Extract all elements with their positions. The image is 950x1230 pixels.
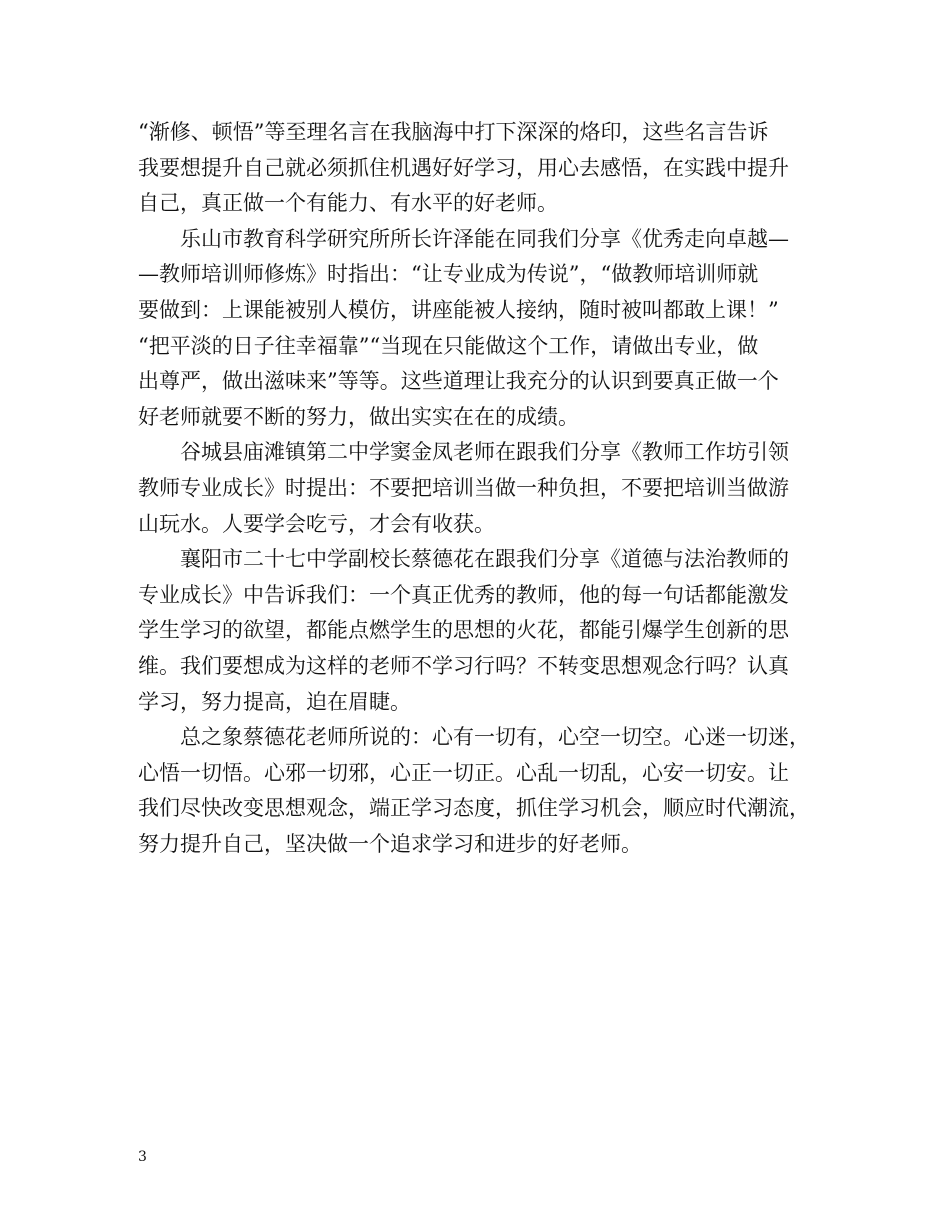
body-text <box>138 115 818 862</box>
text-line: 专业成长》中告诉我们：一个真正优秀的教师，他的每一句话都能激发 <box>138 582 789 607</box>
text-line: 我们尽快改变思想观念，端正学习态度，抓住学习机会，顺应时代潮流， <box>138 796 810 821</box>
page-number: 3 <box>138 1149 147 1165</box>
text-line: 好老师就要不断的努力，做出实实在在的成绩。 <box>138 404 579 429</box>
text-line: 我要想提升自己就必须抓住机遇好好学习，用心去感悟，在实践中提升 <box>138 155 789 180</box>
text-line: “渐修、顿悟”等至理名言在我脑海中打下深深的烙印，这些名言告诉 <box>138 120 769 144</box>
text-line: “把平淡的日子往幸福靠”“当现在只能做这个工作，请做出专业，做 <box>138 333 759 358</box>
text-line: 自己，真正做一个有能力、有水平的好老师。 <box>138 191 558 216</box>
text-line: —教师培训师修炼》时指出：“让专业成为传说”，“做教师培训师就 <box>138 262 759 287</box>
text-line: 努力提升自己，坚决做一个追求学习和进步的好老师。 <box>138 831 642 856</box>
text-line: 乐山市教育科学研究所所长许泽能在同我们分享《优秀走向卓越— <box>138 226 789 251</box>
text-line: 出尊严，做出滋味来”等等。这些道理让我充分的认识到要真正做一个 <box>138 369 779 394</box>
text-line: 学生学习的欲望，都能点燃学生的思想的火花，都能引爆学生创新的思 <box>138 618 789 643</box>
text-line: 要做到：上课能被别人模仿，讲座能被人接纳，随时被叫都敢上课！” <box>138 297 779 322</box>
text-line: 谷城县庙滩镇第二中学窦金凤老师在跟我们分享《教师工作坊引领 <box>138 440 789 465</box>
text-line: 襄阳市二十七中学副校长蔡德花在跟我们分享《道德与法治教师的 <box>138 547 789 572</box>
text-line: 维。我们要想成为这样的老师不学习行吗？不转变思想观念行吗？认真 <box>138 653 789 678</box>
text-line: 教师专业成长》时提出：不要把培训当做一种负担，不要把培训当做游 <box>138 475 789 500</box>
text-line: 学习，努力提高，迫在眉睫。 <box>138 689 411 714</box>
text-line: 山玩水。人要学会吃亏，才会有收获。 <box>138 511 495 536</box>
text-line: 总之象蔡德花老师所说的：心有一切有，心空一切空。心迷一切迷， <box>138 725 810 750</box>
text-line: 心悟一切悟。心邪一切邪，心正一切正。心乱一切乱，心安一切安。让 <box>138 760 789 785</box>
